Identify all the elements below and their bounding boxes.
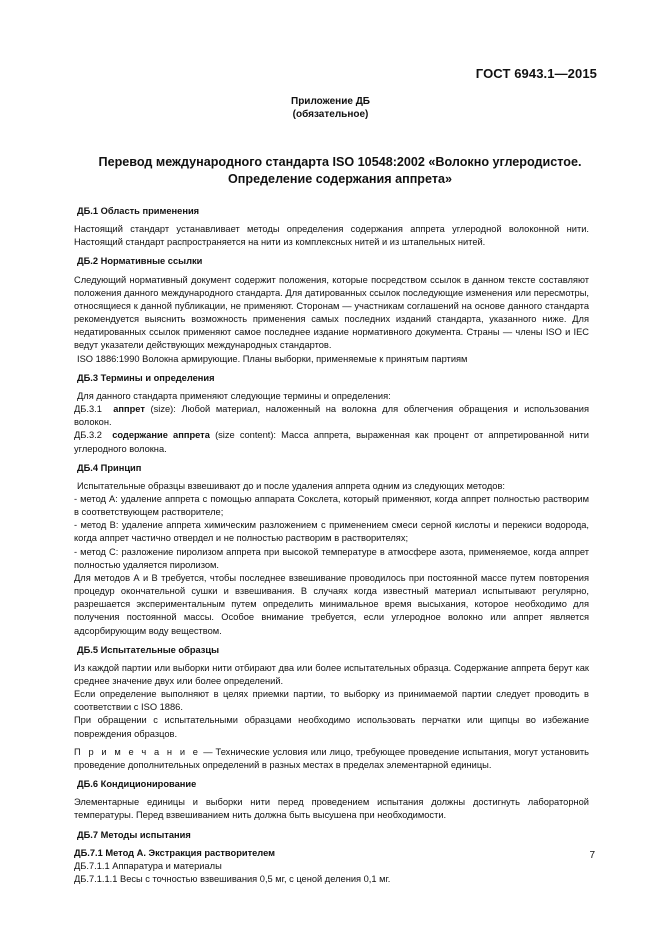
page-number: 7 [589,850,595,861]
list-item: - метод С: разложение пиролизом аппрета при высокой температуре в атмосфере азота, применяемое, когда аппрет полностью удаляется пиролизом. [74,546,589,570]
document-body [74,205,589,886]
paragraph: Элементарные единицы и выборки нити перед проведением испытания должны достигнуть лабораторной температуры. Перед взвешиванием нить должна быть высушена при необходимости. [74,797,589,821]
paragraph: Испытательные образцы взвешивают до и после удаления аппрета одним из следующих методов: [77,480,505,491]
title-line-1: Перевод международного стандарта ISO 10548:2002 «Волокно углеродистое. [98,155,582,169]
section-heading: ДБ.5 Испытательные образцы [77,644,220,655]
list-item: - метод В: удаление аппрета химическим разложением с применением смеси серной кислоты и перекиси водорода, когда аппрет частично отвердел и не полностью растворим в растворителях; [74,520,589,544]
document-title [60,154,620,188]
paragraph: ДБ.7.1.1 Аппаратура и материалы [74,860,222,871]
note: П р и м е ч а н и е — Технические условия или лицо, требующее проведение испытания, могут установить проведение дополнительных определений в разных местах в пределах элементарной единицы. [74,746,589,770]
section-heading: ДБ.4 Принцип [77,462,142,473]
section-heading: ДБ.6 Кондиционирование [77,779,197,790]
note-label: П р и м е ч а н и е [74,746,201,757]
standard-number: ГОСТ 6943.1—2015 [475,66,597,81]
section-heading: ДБ.2 Нормативные ссылки [77,256,203,267]
paragraph: Из каждой партии или выборки нити отбирают два или более испытательных образца. Содержание аппрета берут как среднее значение двух или более определений. [74,662,589,686]
section-heading: ДБ.3 Термины и определения [77,372,215,383]
paragraph: Если определение выполняют в целях приемки партии, то выборку из принимаемой партии следует проводить в соответствии с ISO 1886. [74,689,589,713]
subsection-heading: ДБ.7.1 Метод А. Экстракция растворителем [74,847,276,858]
paragraph: ДБ.7.1.1.1 Весы с точностью взвешивания 0,5 мг, с ценой деления 0,1 мг. [74,874,391,885]
paragraph: Следующий нормативный документ содержит положения, которые посредством ссылок в данном тексте составляют положения данного международного стандарта. Для датированных ссылок последующие изменения или пересмотры, относящиеся к данной публикации, не применяют. Сторонам — участникам соглашений на основе данного стандарта рекомендуется выяснить возможность применения самых последних изданий стандарта, указанного ниже. Для недатированных ссылок применяют самое последнее издание нормативного документа. Страны — члены ISO и IEC ведут указатели действующих международных стандартов. [74,274,589,351]
section-heading: ДБ.7 Методы испытания [77,829,191,840]
paragraph: ISO 1886:1990 Волокна армирующие. Планы выборки, применяемые к принятым партиям [77,353,468,364]
title-line-2: Определение содержания аппрета» [227,172,453,186]
definition: ДБ.3.2 содержание аппрета (size content): Масса аппрета, выраженная как процент от аппретированной нити углеродного волокна. [74,430,589,454]
paragraph: Для методов А и В требуется, чтобы последнее взвешивание проводилось при постоянной массе путем повторения процедур окончательной сушки и взвешивания. В случаях когда известный материал испытывают регулярно, разрешается экспериментальным путем определить минимальное время высыхания, которое необходимо для получения постоянной массы. Особое внимание требуется, если углеродное волокно или аппрет является адсорбирующим воду веществом. [74,572,589,636]
appendix-label: Приложение ДБ [291,96,370,107]
appendix-status: (обязательное) [292,109,369,120]
list-item: - метод А: удаление аппрета с помощью аппарата Сокслета, который применяют, когда аппрет полностью растворим в соответствующем растворителе; [74,493,589,518]
paragraph: Настоящий стандарт устанавливает методы определения содержания аппрета углеродной волоконной нити. Настоящий стандарт распространяется на нити из комплексных нитей и из штапельных нитей. [74,224,589,248]
paragraph: Для данного стандарта применяют следующие термины и определения: [77,390,391,401]
section-heading: ДБ.1 Область применения [77,206,200,216]
paragraph: При обращении с испытательными образцами необходимо использовать перчатки или щипцы во избежание повреждения образцов. [74,715,589,739]
term: содержание аппрета [112,430,210,441]
term: аппрет [113,404,145,415]
definition: ДБ.3.1 аппрет (size): Любой материал, наложенный на волокна для облегчения обращения и использования волокон. [74,404,590,428]
